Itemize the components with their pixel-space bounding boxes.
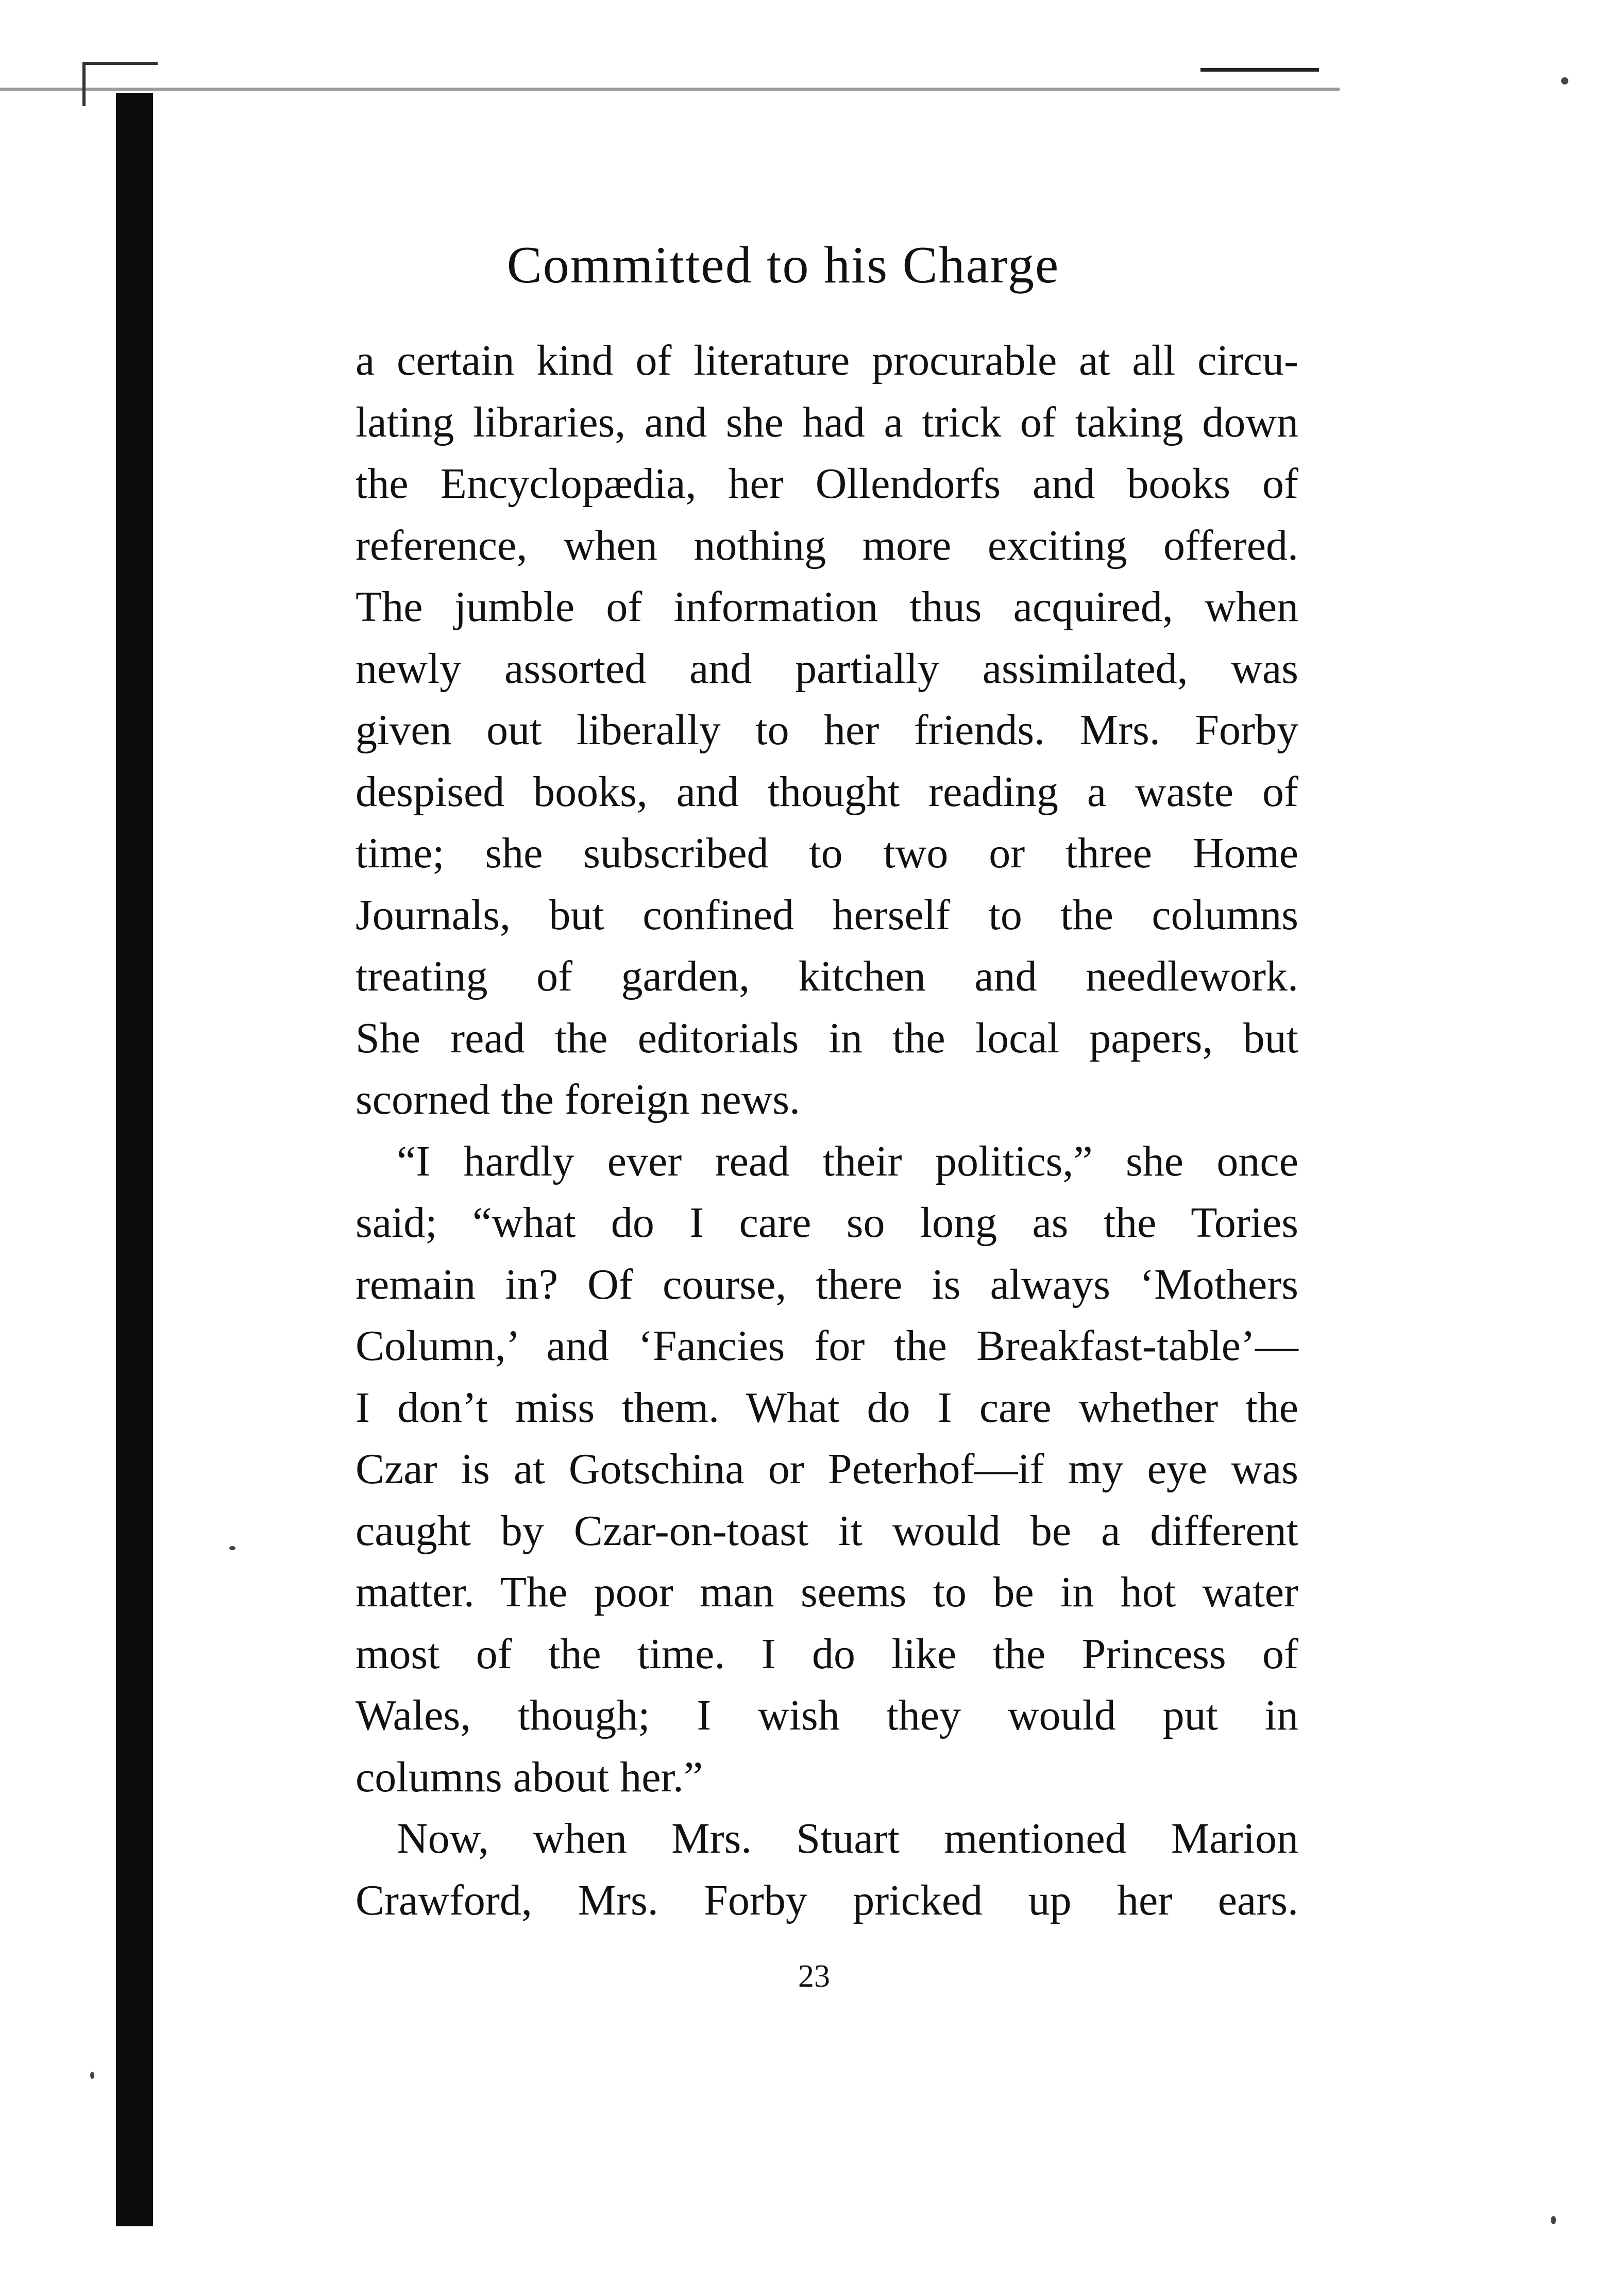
text-line: “I hardly ever read their politics,” she once <box>397 1137 1298 1185</box>
text-line: most of the time. I do like the Princess of <box>356 1630 1298 1678</box>
text-line: scorned the foreign news. <box>356 1076 801 1123</box>
text-line: I don’t miss them. What do I care whether the <box>356 1383 1298 1432</box>
running-title: Committed to his Charge <box>506 236 1060 294</box>
text-line: Czar is at Gotschina or Peterhof—if my eye was <box>356 1445 1298 1493</box>
text-line: Journals, but confined herself to the columns <box>356 891 1298 939</box>
text-line: matter. The poor man seems to be in hot water <box>356 1568 1298 1616</box>
text-line: Crawford, Mrs. Forby pricked up her ears. <box>356 1876 1298 1924</box>
text-line: The jumble of information thus acquired, when <box>356 583 1298 631</box>
text-line: Wales, though; I wish they would put in <box>356 1691 1298 1739</box>
text-line: newly assorted and partially assimilated, was <box>356 644 1298 693</box>
scan-speck <box>1551 2216 1556 2224</box>
text-line: said; “what do I care so long as the Tories <box>356 1199 1298 1247</box>
text-line: treating of garden, kitchen and needlework. <box>356 952 1298 1000</box>
scan-top-rule <box>0 88 1340 91</box>
text-line: a certain kind of literature procurable at all circu- <box>356 337 1298 384</box>
scan-top-mark <box>1200 68 1319 72</box>
scan-speck <box>90 2072 94 2079</box>
page-number: 23 <box>798 1959 830 1994</box>
text-line: columns about her.” <box>356 1753 703 1801</box>
body-text <box>356 330 1298 1931</box>
text-line: She read the editorials in the local papers, but <box>356 1014 1298 1062</box>
text-line: the Encyclopædia, her Ollendorfs and books of <box>356 460 1298 508</box>
text-line: Now, when Mrs. Stuart mentioned Marion <box>397 1815 1298 1862</box>
text-line: Column,’ and ‘Fancies for the Breakfast-table’— <box>356 1322 1298 1370</box>
text-line: despised books, and thought reading a waste of <box>356 767 1298 816</box>
text-line: remain in? Of course, there is always ‘Mothers <box>356 1260 1298 1308</box>
text-line: reference, when nothing more exciting offered. <box>356 521 1298 569</box>
scan-spine-shadow <box>116 93 153 2226</box>
scan-speck <box>1561 77 1568 85</box>
text-line: given out liberally to her friends. Mrs. Forby <box>356 706 1298 754</box>
text-line: time; she subscribed to two or three Home <box>356 829 1298 877</box>
text-line: lating libraries, and she had a trick of taking down <box>356 398 1298 446</box>
text-line: caught by Czar-on-toast it would be a different <box>356 1506 1298 1555</box>
scan-speck <box>229 1546 235 1550</box>
